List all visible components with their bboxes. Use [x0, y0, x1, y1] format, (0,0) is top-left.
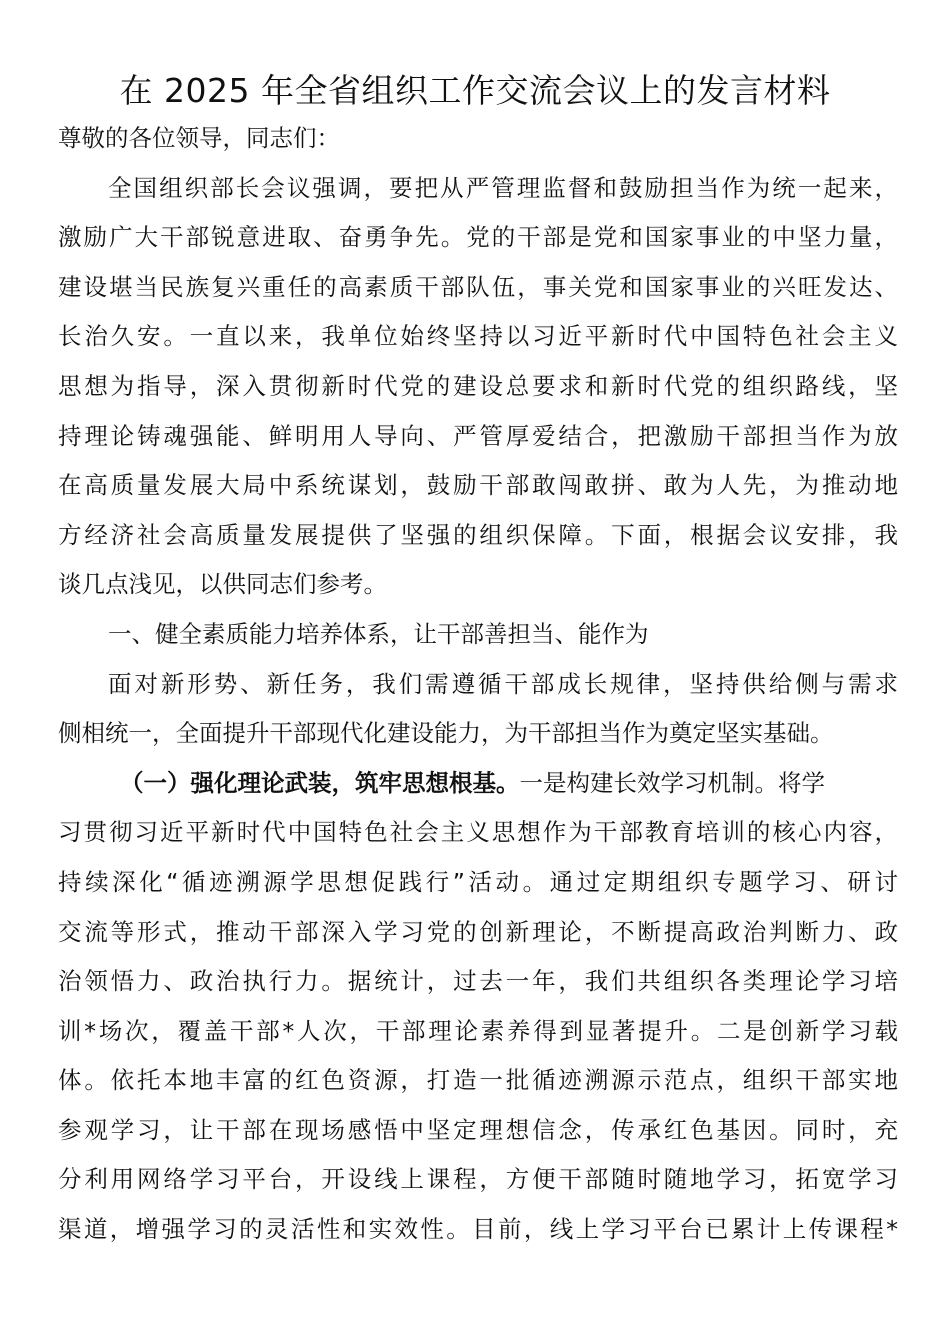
- paragraph-line: 持理论铸魂强能、鲜明用人导向、严管厚爱结合，把激励干部担当作为放: [58, 421, 898, 450]
- paragraph-line: 全国组织部长会议强调，要把从严管理监督和鼓励担当作为统一起来，: [108, 173, 898, 202]
- paragraph-line: 长治久安。一直以来，我单位始终坚持以习近平新时代中国特色社会主义: [58, 322, 898, 351]
- paragraph-line: 思想为指导，深入贯彻新时代党的建设总要求和新时代党的组织路线，坚: [58, 371, 898, 400]
- paragraph-line: 持续深化“循迹溯源学思想促践行”活动。通过定期组织专题学习、研讨: [58, 867, 898, 896]
- paragraph-line: 建设堪当民族复兴重任的高素质干部队伍，事关党和国家事业的兴旺发达、: [58, 272, 898, 301]
- document-body: [58, 114, 898, 1255]
- section-heading: 一、健全素质能力培养体系，让干部善担当、能作为: [108, 619, 649, 648]
- paragraph-line: 分利用网络学习平台，开设线上课程，方便干部随时随地学习，拓宽学习: [58, 1165, 898, 1194]
- paragraph-line: 激励广大干部锐意进取、奋勇争先。党的干部是党和国家事业的中坚力量，: [58, 223, 898, 252]
- paragraph-line: 训*场次，覆盖干部*人次，干部理论素养得到显著提升。二是创新学习载: [58, 1016, 898, 1045]
- paragraph-line: 在高质量发展大局中系统谋划，鼓励干部敢闯敢拼、敢为人先，为推动地: [58, 471, 898, 500]
- subsection-text: 一是构建长效学习机制。将学: [519, 768, 825, 797]
- salutation: 尊敬的各位领导，同志们：: [58, 124, 340, 152]
- paragraph-line: [58, 759, 898, 809]
- paragraph-line: 渠道，增强学习的灵活性和实效性。目前，线上学习平台已累计上传课程*: [58, 1215, 898, 1244]
- paragraph-line: 方经济社会高质量发展提供了坚强的组织保障。下面，根据会议安排，我: [58, 520, 898, 549]
- paragraph-line: 面对新形势、新任务，我们需遵循干部成长规律，坚持供给侧与需求: [108, 669, 898, 698]
- paragraph-line: 治领悟力、政治执行力。据统计，过去一年，我们共组织各类理论学习培: [58, 967, 898, 996]
- document-title: 在 2025 年全省组织工作交流会议上的发言材料: [119, 71, 831, 110]
- paragraph-line: 侧相统一，全面提升干部现代化建设能力，为干部担当作为奠定坚实基础。: [58, 719, 834, 748]
- paragraph-line: 交流等形式，推动干部深入学习党的创新理论，不断提高政治判断力、政: [58, 917, 898, 946]
- subsection-heading: （一）强化理论武装，筑牢思想根基。: [120, 768, 520, 797]
- paragraph-line: 谈几点浅见，以供同志们参考。: [58, 570, 387, 599]
- paragraph-line: 参观学习，让干部在现场感悟中坚定理想信念，传承红色基因。同时，充: [58, 1115, 898, 1144]
- paragraph-line: 习贯彻习近平新时代中国特色社会主义思想作为干部教育培训的核心内容，: [58, 818, 898, 847]
- paragraph-line: 体。依托本地丰富的红色资源，打造一批循迹溯源示范点，组织干部实地: [58, 1066, 898, 1095]
